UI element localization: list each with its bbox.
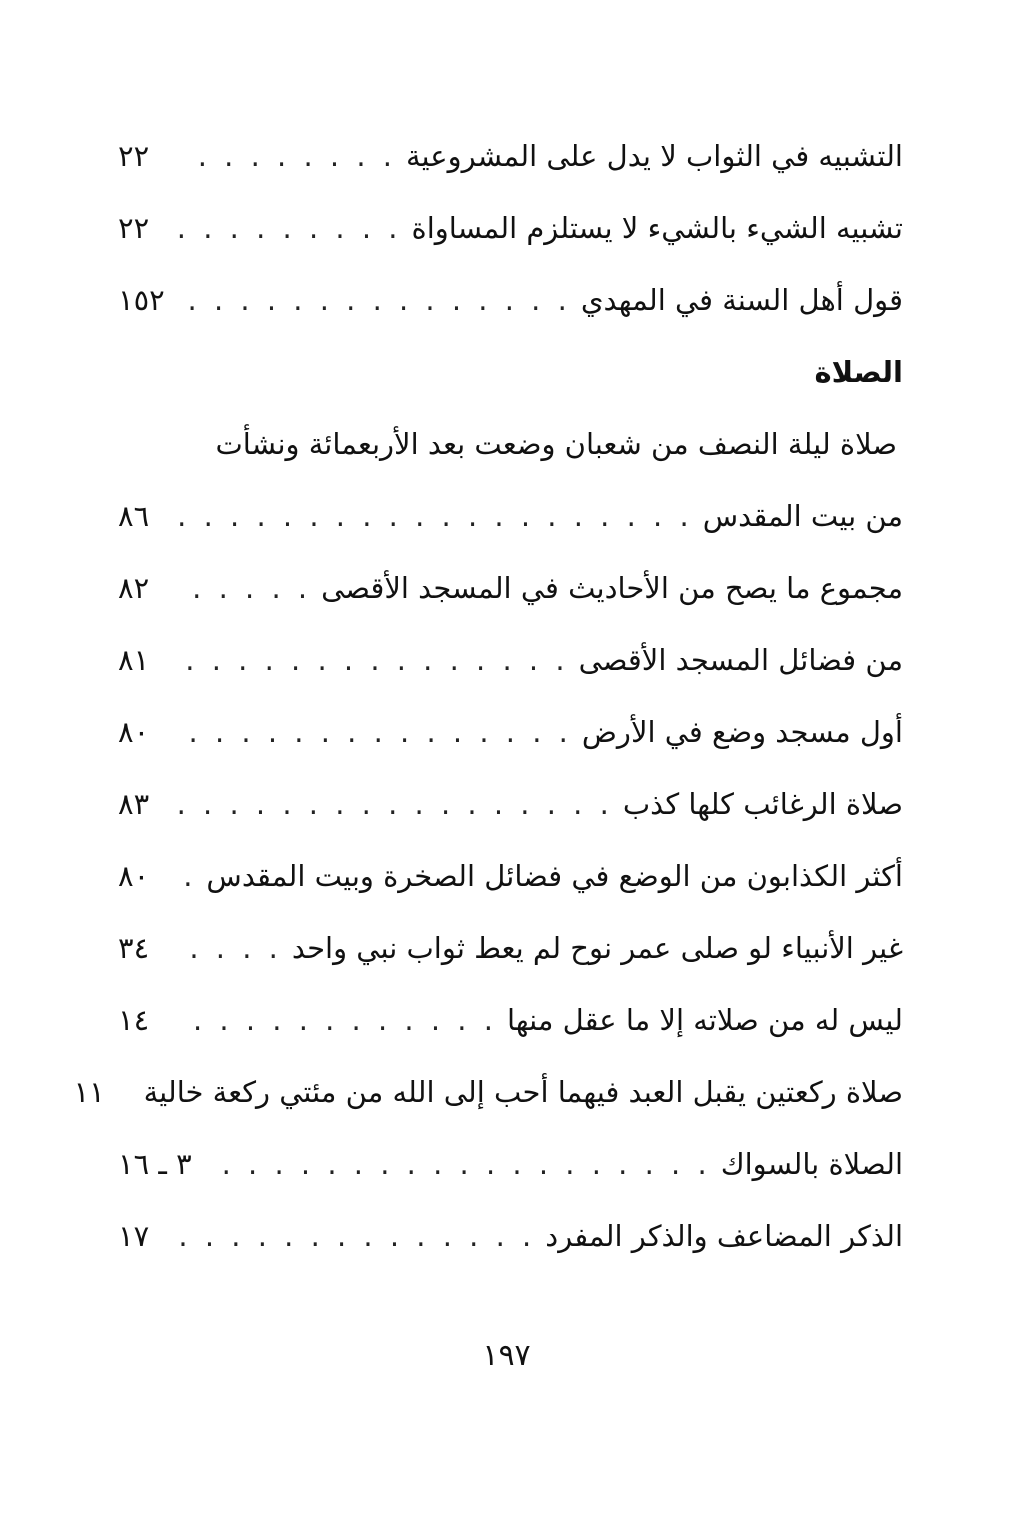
toc-entry-page: ٢٢ bbox=[118, 139, 150, 173]
toc-entry-title: الصلاة بالسواك bbox=[720, 1147, 903, 1181]
leader-dots bbox=[178, 552, 311, 624]
toc-entry-page: ٨٢ bbox=[118, 571, 150, 605]
toc-entry-title: غير الأنبياء لو صلى عمر نوح لم يعط ثواب نبي واحد bbox=[291, 931, 903, 965]
toc-entry-page: ١٧ bbox=[118, 1219, 150, 1253]
toc-entry-title: أول مسجد وضع في الأرض bbox=[581, 715, 903, 749]
toc-entry-title: من بيت المقدس bbox=[702, 499, 903, 533]
leader-dots bbox=[202, 1128, 711, 1200]
leader-dots bbox=[178, 480, 693, 552]
toc-entry bbox=[118, 696, 903, 768]
toc-entry-page: ٨١ bbox=[118, 643, 150, 677]
toc-entry-title: قول أهل السنة في المهدي bbox=[580, 283, 903, 317]
toc-entry-page: ١١ bbox=[73, 1075, 105, 1109]
toc-entry-title: صلاة الرغائب كلها كذب bbox=[622, 787, 903, 821]
toc-entry bbox=[118, 552, 903, 624]
toc-entry-page: ٨٣ bbox=[118, 787, 150, 821]
toc-entry-page: ٨٠ bbox=[118, 859, 150, 893]
toc-entry bbox=[118, 1200, 903, 1272]
leader-dots bbox=[178, 264, 571, 336]
table-of-contents bbox=[73, 120, 903, 1272]
leader-dots bbox=[178, 912, 282, 984]
toc-entry bbox=[118, 840, 903, 912]
toc-entry-wrapped-line: صلاة ليلة النصف من شعبان وضعت بعد الأربعمائة ونشأت bbox=[215, 427, 897, 461]
toc-entry-page: ٢٢ bbox=[118, 211, 150, 245]
toc-entry-page: ٣ ـ ١٦ bbox=[118, 1147, 192, 1181]
page-number: ١٩٧ bbox=[482, 1338, 531, 1373]
leader-dots bbox=[178, 120, 396, 192]
toc-entry bbox=[118, 264, 903, 336]
toc-entry bbox=[118, 984, 903, 1056]
leader-dots bbox=[178, 984, 497, 1056]
leader-dots bbox=[178, 840, 196, 912]
toc-entry-page: ٨٠ bbox=[118, 715, 150, 749]
leader-dots bbox=[178, 1200, 535, 1272]
toc-entry bbox=[118, 624, 903, 696]
leader-dots bbox=[178, 192, 402, 264]
toc-entry bbox=[118, 120, 903, 192]
toc-entry-title: من فضائل المسجد الأقصى bbox=[578, 643, 903, 677]
toc-entry-page: ٨٦ bbox=[118, 499, 150, 533]
toc-entry bbox=[118, 480, 903, 552]
leader-dots bbox=[178, 696, 572, 768]
toc-entry bbox=[118, 1128, 903, 1200]
toc-entry-title: تشبيه الشيء بالشيء لا يستلزم المساواة bbox=[411, 211, 903, 245]
toc-entry-title: مجموع ما يصح من الأحاديث في المسجد الأقصى bbox=[321, 571, 903, 605]
section-heading: الصلاة bbox=[814, 355, 903, 389]
toc-entry-title: الذكر المضاعف والذكر المفرد bbox=[545, 1219, 903, 1253]
toc-entry bbox=[118, 768, 903, 840]
toc-entry bbox=[73, 1056, 903, 1128]
toc-entry-page: ١٥٢ bbox=[118, 283, 165, 317]
toc-entry bbox=[118, 192, 903, 264]
toc-entry-page: ٣٤ bbox=[118, 931, 150, 965]
toc-entry-title: التشبيه في الثواب لا يدل على المشروعية bbox=[405, 139, 903, 173]
toc-entry bbox=[118, 912, 903, 984]
leader-dots bbox=[178, 768, 613, 840]
toc-entry-title: صلاة ركعتين يقبل العبد فيهما أحب إلى الله من مئتي ركعة خالية bbox=[143, 1075, 903, 1109]
leader-dots bbox=[178, 624, 569, 696]
toc-entry-title: ليس له من صلاته إلا ما عقل منها bbox=[506, 1003, 903, 1037]
toc-entry-page: ١٤ bbox=[118, 1003, 150, 1037]
toc-entry-title: أكثر الكذابون من الوضع في فضائل الصخرة وبيت المقدس bbox=[206, 859, 903, 893]
